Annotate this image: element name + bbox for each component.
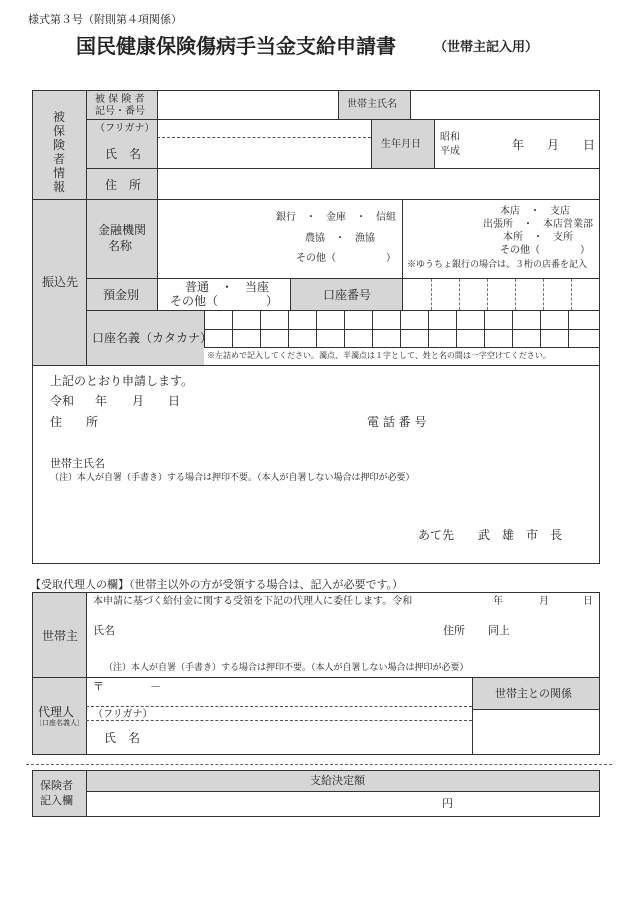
deposit-type-options-1[interactable]: 普通 ・ 当座 <box>185 280 270 294</box>
insured-name-label: 氏 名 <box>105 147 142 161</box>
agent-label: 代理人 <box>38 705 75 719</box>
bank-name-label-2: 名称 <box>108 239 133 253</box>
agent-name-field[interactable] <box>150 723 465 753</box>
dob-day-unit: 日 <box>583 138 596 152</box>
declaration-statement: 上記のとおり申請します。 <box>50 374 194 388</box>
declaration-phone-label: 電 話 番 号 <box>367 415 427 429</box>
relation-field[interactable] <box>473 710 599 754</box>
insured-address-label: 住 所 <box>105 178 142 192</box>
insured-furigana-field[interactable] <box>158 121 370 136</box>
account-holder-kana-field[interactable] <box>205 311 599 347</box>
relation-label: 世帯主との関係 <box>495 687 572 700</box>
head-name-label: 世帯主氏名 <box>347 99 397 110</box>
insurer-label-2: 記入欄 <box>40 794 73 807</box>
proxy-head-name-label: 氏名 <box>93 624 115 637</box>
era-showa[interactable]: 昭和 <box>440 132 460 143</box>
payment-amount-field[interactable] <box>87 792 437 816</box>
transfer-section-label: 振込先 <box>42 275 79 289</box>
insured-number-label-2: 記号・番号 <box>95 106 145 117</box>
dob-year-unit: 年 <box>512 138 525 152</box>
insured-address-field[interactable] <box>158 170 599 198</box>
proxy-head-name-field[interactable] <box>120 620 420 640</box>
account-holder-kana-label: 口座名義（カタカナ） <box>92 331 213 345</box>
delegation-month-unit: 月 <box>539 596 549 607</box>
agent-furigana-label: （フリガナ） <box>93 709 153 720</box>
postal-mark: 〒 <box>93 680 104 693</box>
head-name-field[interactable] <box>411 92 599 118</box>
declaration-era: 令和 <box>50 394 75 408</box>
proxy-head-label: 世帯主 <box>42 629 79 643</box>
bank-type-options-3[interactable]: その他（ ） <box>296 253 396 264</box>
era-heisei[interactable]: 平成 <box>440 146 460 157</box>
declaration-month-unit: 月 <box>132 394 145 408</box>
declaration-seal-note: （注）本人が自署（手書き）する場合は押印不要。（本人が自署しない場合は押印が必要） <box>50 473 415 483</box>
insurer-label-1: 保険者 <box>40 779 73 792</box>
branch-options-2[interactable]: 出張所 ・ 本店営業部 <box>483 219 593 230</box>
form-number: 様式第３号（附則第４項関係） <box>28 13 182 26</box>
dob-month-unit: 月 <box>547 138 560 152</box>
agent-address-field[interactable] <box>105 679 465 704</box>
agent-name-label: 氏 名 <box>104 731 141 745</box>
form-subtitle: （世帯主記入用） <box>434 40 539 55</box>
insured-section-label: 被保険者情報 <box>52 110 65 194</box>
bank-name-label-1: 金融機関 <box>98 223 147 237</box>
agent-sublabel: 〔口座名義人〕 <box>35 719 84 727</box>
payment-amount-label: 支給決定額 <box>310 774 365 787</box>
dob-label: 生年月日 <box>381 139 421 150</box>
branch-options-4[interactable]: その他（ ） <box>500 245 590 256</box>
declaration-head-name-label: 世帯主氏名 <box>50 457 105 470</box>
yucho-note: ※ゆうちょ銀行の場合は、３桁の店番を記入 <box>407 260 588 270</box>
postal-dash: － <box>150 680 161 693</box>
kana-note: ※左詰めで記入してください。濁点、半濁点は１字として、姓と名の間は一字空けてください。 <box>207 351 551 360</box>
declaration-address-label: 住 所 <box>50 415 99 429</box>
form-title: 国民健康保険傷病手当金支給申請書 <box>76 34 396 58</box>
bank-type-options-1[interactable]: 銀行 ・ 金庫 ・ 信組 <box>276 212 396 223</box>
account-number-field[interactable] <box>403 280 599 309</box>
account-number-label: 口座番号 <box>323 288 372 302</box>
branch-options-3[interactable]: 本所 ・ 支所 <box>503 232 573 243</box>
delegation-day-unit: 日 <box>583 596 593 607</box>
declaration-day-unit: 日 <box>168 394 181 408</box>
yen-unit: 円 <box>442 797 453 810</box>
insured-name-field[interactable] <box>158 139 370 167</box>
cut-line <box>26 764 612 765</box>
declaration-year-unit: 年 <box>95 394 108 408</box>
proxy-heading: 【受取代理人の欄】（世帯主以外の方が受領する場合は、記入が必要です。） <box>30 578 404 591</box>
branch-options-1[interactable]: 本店 ・ 支店 <box>500 206 570 217</box>
delegation-statement: 本申請に基づく給付金に関する受領を下記の代理人に委任します。令和 <box>93 596 413 607</box>
proxy-head-address-value: 同上 <box>488 624 510 637</box>
deposit-type-label: 預金別 <box>103 288 140 302</box>
bank-type-options-2[interactable]: 農協 ・ 漁協 <box>305 233 375 244</box>
deposit-type-options-2[interactable]: その他（ ） <box>170 294 279 308</box>
insured-number-label-1: 被 保 険 者 <box>95 94 145 105</box>
furigana-label: （フリガナ） <box>95 123 155 134</box>
proxy-seal-note: （注）本人が自署（手書き）する場合は押印不要。（本人が自署しない場合は押印が必要） <box>104 663 469 673</box>
insured-number-field[interactable] <box>158 92 337 118</box>
proxy-head-address-label: 住所 <box>443 624 465 637</box>
delegation-year-unit: 年 <box>493 596 503 607</box>
addressee: あて先 武 雄 市 長 <box>418 528 563 542</box>
